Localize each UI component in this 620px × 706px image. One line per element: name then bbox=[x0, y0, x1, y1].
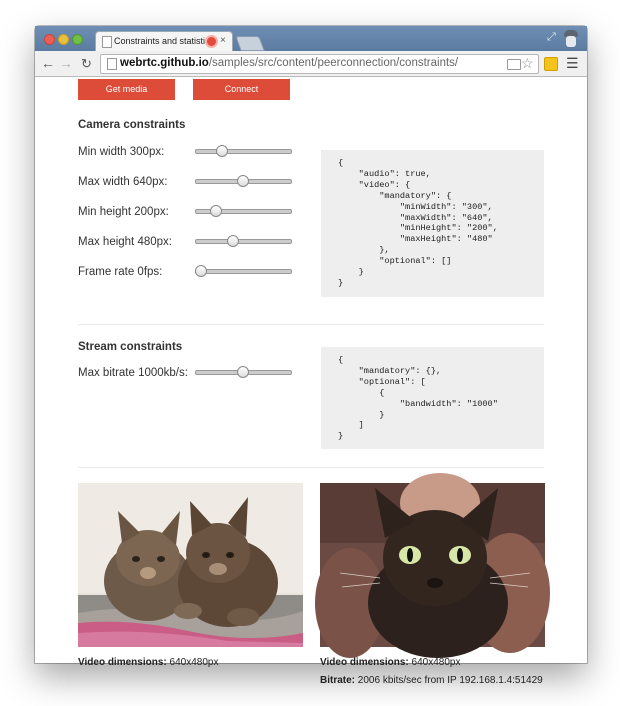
camera-constraints-json: { "audio": true, "video": { "mandatory": { "minWidth": "300", "maxWidth": "640", "minHeight": "200", "maxHeight": "480" }, "optional": [] } } bbox=[321, 150, 544, 297]
browser-tab[interactable] bbox=[95, 31, 233, 52]
max-bitrate-label: Max bitrate 1000kb/s: bbox=[78, 367, 188, 379]
section-divider bbox=[78, 324, 544, 325]
max-height-slider[interactable] bbox=[195, 235, 290, 247]
incognito-profile-icon[interactable] bbox=[563, 30, 579, 48]
section-divider bbox=[78, 467, 544, 468]
remote-video-frame bbox=[320, 483, 545, 647]
browser-toolbar bbox=[35, 51, 587, 77]
get-media-button[interactable]: Get media bbox=[78, 79, 175, 100]
min-height-label: Min height 200px: bbox=[78, 206, 169, 218]
min-height-slider[interactable] bbox=[195, 205, 290, 217]
slider-thumb[interactable] bbox=[210, 205, 222, 217]
page-content bbox=[35, 77, 587, 686]
menu-icon[interactable]: ☰ bbox=[566, 55, 579, 71]
remote-video-dimensions: Video dimensions: 640x480px bbox=[320, 657, 461, 668]
back-arrow-icon[interactable]: ← bbox=[41, 55, 55, 71]
max-height-label: Max height 480px: bbox=[78, 236, 172, 248]
url-text[interactable]: webrtc.github.io/samples/src/content/peerconnection/constraints/ bbox=[120, 57, 459, 69]
max-bitrate-slider[interactable] bbox=[195, 366, 290, 378]
camera-icon[interactable] bbox=[507, 59, 521, 70]
page-icon bbox=[102, 36, 112, 48]
zoom-window-button[interactable] bbox=[72, 34, 83, 45]
title-bar bbox=[35, 26, 587, 51]
max-width-label: Max width 640px: bbox=[78, 176, 168, 188]
local-video bbox=[78, 483, 303, 647]
reload-icon[interactable]: ↻ bbox=[81, 56, 92, 71]
local-video-frame bbox=[78, 483, 303, 647]
slider-thumb[interactable] bbox=[216, 145, 228, 157]
frame-rate-slider[interactable] bbox=[195, 265, 290, 277]
slider-thumb[interactable] bbox=[237, 175, 249, 187]
tab-title: Constraints and statisti bbox=[114, 36, 206, 46]
page-icon bbox=[107, 58, 117, 70]
browser-window bbox=[35, 26, 587, 686]
min-width-slider[interactable] bbox=[195, 145, 290, 157]
tab-close-icon[interactable]: × bbox=[220, 35, 226, 46]
recording-indicator-icon bbox=[207, 37, 216, 46]
slider-thumb[interactable] bbox=[237, 366, 249, 378]
extension-icon[interactable] bbox=[544, 57, 558, 71]
max-width-slider[interactable] bbox=[195, 175, 290, 187]
remote-video-bitrate: Bitrate: 2006 kbits/sec from IP 192.168.1.4:51429 bbox=[320, 675, 543, 686]
address-bar[interactable] bbox=[100, 54, 539, 74]
local-video-dimensions: Video dimensions: 640x480px bbox=[78, 657, 219, 668]
camera-constraints-title: Camera constraints bbox=[78, 119, 186, 131]
slider-thumb[interactable] bbox=[227, 235, 239, 247]
new-tab-button[interactable] bbox=[235, 36, 264, 51]
stream-constraints-json: { "mandatory": {}, "optional": [ { "bandwidth": "1000" } ] } bbox=[321, 347, 544, 449]
fullscreen-icon[interactable]: ⤢ bbox=[547, 31, 556, 43]
slider-thumb[interactable] bbox=[195, 265, 207, 277]
remote-video bbox=[320, 483, 545, 647]
bookmark-star-icon[interactable]: ☆ bbox=[521, 55, 534, 71]
stream-constraints-title: Stream constraints bbox=[78, 341, 183, 353]
minimize-window-button[interactable] bbox=[58, 34, 69, 45]
min-width-label: Min width 300px: bbox=[78, 146, 165, 158]
close-window-button[interactable] bbox=[44, 34, 55, 45]
frame-rate-label: Frame rate 0fps: bbox=[78, 266, 163, 278]
forward-arrow-icon[interactable]: → bbox=[59, 55, 73, 71]
connect-button[interactable]: Connect bbox=[193, 79, 290, 100]
